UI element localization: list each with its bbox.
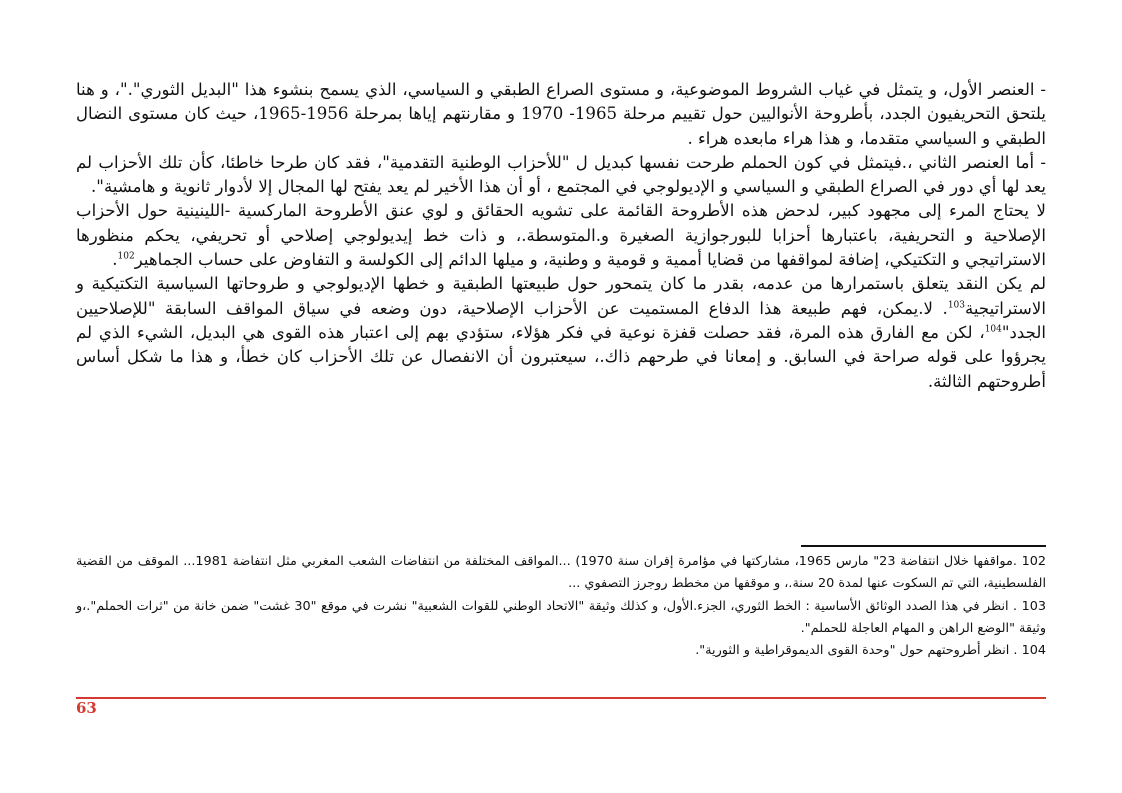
footnote-ref-104[interactable]: 104 [984,324,1002,335]
footnote-separator [801,545,1046,547]
page-bottom-rule [76,697,1046,699]
paragraph-4-text-b: . لا.يمكن، فهم طبيعة هذا الدفاع المستميت عن الأحزاب الإصلاحية، دون وضعه في سياق المواقف السابقة "للإصلاحيين الجدد" [76,298,1046,342]
footnote-ref-102[interactable]: 102 [117,251,135,262]
paragraph-1: - العنصر الأول، و يتمثل في غياب الشروط الموضوعية، و مستوى الصراع الطبقي و السياسي، الذي يسمح بنشوء هذا "البديل الثوري"."، و هنا يلتحق التحريفيون الجدد، بأطروحة الأنواليين حول تقييم مرحلة 1965- 1970 و مقارنتهم إياها بمرحلة 1956-1965، حيث كان مستوى النضال الطبقي و السياسي متقدما، و هذا هراء مابعده هراء . [76,80,1046,148]
paragraph-4-text-c: ، لكن مع الفارق هذه المرة، فقد حصلت قفزة نوعية في فكر هؤلاء، ستؤدي بهم إلى اعتبار هذه القوى هي البديل، الشيء الذي لم يجرؤوا على قوله صراحة في السابق. و إمعانا في طرحهم ذاك.، سيعتبرون أن الانفصال عن تلك الأحزاب كان خطأ، و هذا ما شكل أساس أطروحتهم الثالثة. [76,322,1046,391]
paragraph-3-text: لا يحتاج المرء إلى مجهود كبير، لدحض هذه الأطروحة القائمة على تشويه الحقائق و لوي عنق الأطروحة الماركسية -اللينينية حول الأحزاب الإصلاحية و التحريفية، باعتبارها أحزابا للبورجوازية الصغيرة و.المتوسطة.، و ذات خط إيديولوجي إصلاحي أو تحريفي، يحكم منظورها الاستراتيجي و التكتيكي، إضافة لمواقفها من قضايا أممية و قومية و وطنية، و ميلها الدائم إلى الكولسة و التفاوض على حساب الجماهير [76,201,1046,270]
paragraph-2: - أما العنصر الثاني ،.فيتمثل في كون الحملم طرحت نفسها كبديل ل "للأحزاب الوطنية التقدمية"، فقد كان طرحا خاطئا، كأن تلك الأحزاب لم يعد لها أي دور في الصراع الطبقي و السياسي و الإديولوجي في المجتمع ، أو أن هذا الأخير لم يعد يفتح لها المجال إلا لأدوار ثانوية و هامشية". [76,152,1046,197]
paragraph-3: لا يحتاج المرء إلى مجهود كبير، لدحض هذه الأطروحة القائمة على تشويه الحقائق و لوي عنق الأطروحة الماركسية -اللينينية حول الأحزاب الإصلاحية و التحريفية، باعتبارها أحزابا للبورجوازية الصغيرة و.المتوسطة.، و ذات خط إيديولوجي إصلاحي أو تحريفي، يحكم منظورها الاستراتيجي و التكتيكي، إضافة لمواقفها من قضايا أممية و قومية و وطنية، و ميلها الدائم إلى الكولسة و التفاوض على حساب الجماهير$^{102}$. [76,201,1046,270]
paragraph-4 [76,272,1046,393]
footnotes [76,551,1046,662]
paragraph-4-text-a: لم يكن النقد يتعلق باستمرارها من عدمه، بقدر ما كان يتمحور حول طبيعتها الطبقية و خطها الإديولوجي و طروحاتها السياسية التكتيكية و الاستراتيجية [76,274,1046,318]
footnote-103: 103 . انظر في هذا الصدد الوثائق الأساسية : الخط الثوري، الجزء.الأول، و كذلك وثيقة "الاتحاد الوطني للقوات الشعبية" نشرت في موقع "30 غشت" ضمن خانة من "ثرات الحملم".،و وثيقة "الوضع الراهن و المهام العاجلة للحملم". [76,598,1047,636]
footnote-102: 102 .مواقفها خلال انتفاضة 23" مارس 1965، مشاركتها في مؤامرة إفران سنة 1970) ...المواقف المختلفة من انتفاضات الشعب المغربي مثل انتفاضة 1981... الموقف من القضية الفلسطينية، التي تم السكوت عنها لمدة 20 سنة.، و موقفها من مخطط روجرز التصفوي ... [76,554,1047,592]
footnote-104: 104 . انظر أطروحتهم حول "وحدة القوى الديموقراطية و الثورية". [695,643,1046,659]
body-text [76,78,1046,394]
footnote-ref-103[interactable]: 103 [947,300,965,311]
page-number: 63 [76,699,97,717]
